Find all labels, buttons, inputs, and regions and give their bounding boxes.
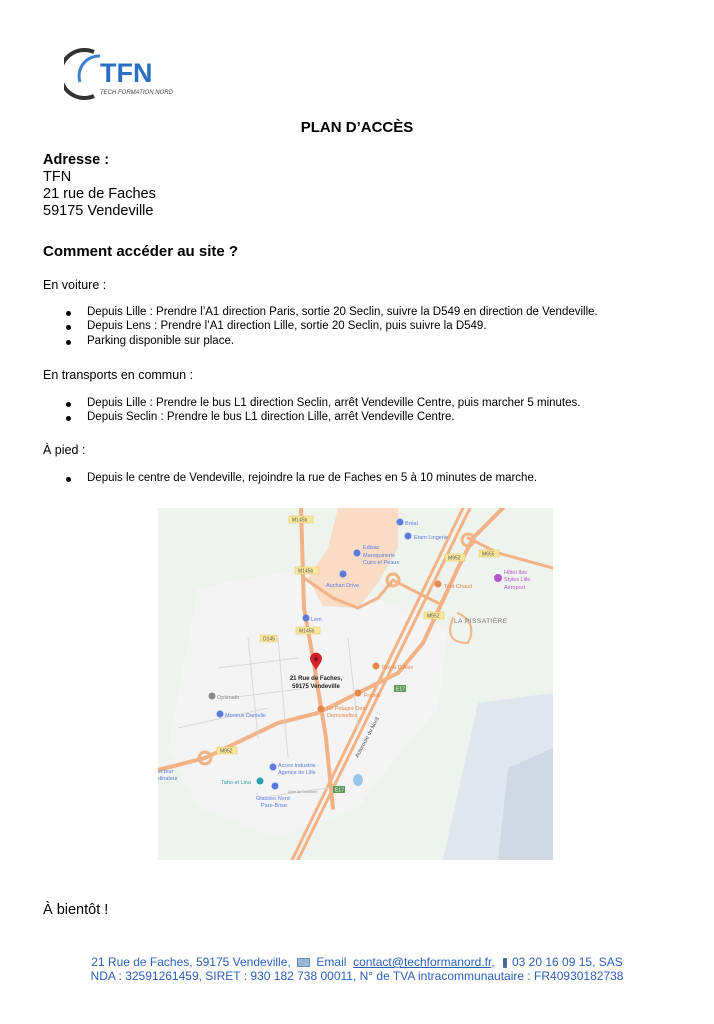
place-label: Demoiselles [327, 713, 357, 719]
bullet [66, 477, 71, 482]
list-item: Depuis Lens : Prendre l’A1 direction Lille, sortie 20 Seclin, puis suivre la D549. [87, 320, 487, 332]
bullet [66, 402, 71, 407]
list-item: Depuis Lille : Prendre le bus L1 direction Seclin, arrêt Vendeville Centre, puis marcher 5 minutes. [87, 397, 581, 409]
road-label: M952 [220, 748, 233, 755]
place-label: Maroquinerie [363, 553, 396, 559]
road-name: Autoroute du Nord [354, 716, 381, 759]
place-label: Royal D'Asie [382, 665, 414, 671]
place-label: Optimath [217, 695, 240, 701]
address-line: 59175 Vendeville [43, 203, 154, 219]
place-label: Aéroport [504, 585, 526, 591]
road-label: M952 [427, 613, 440, 620]
address-label: Adresse : [43, 152, 110, 168]
section-label-foot: À pied : [43, 443, 86, 457]
footer-phone: 03 20 16 09 15, SAS [512, 955, 623, 969]
list-item: Parking disponible sur place. [87, 335, 235, 347]
email-link[interactable]: contact@techformanord.fr [353, 955, 492, 969]
place-label: Tout Chaud [444, 584, 473, 590]
footer-address: 21 Rue de Faches, 59175 Vendeville, [91, 955, 291, 969]
place-label: Auchan Drive [326, 583, 360, 589]
email-icon [297, 958, 310, 967]
place-label: Lem [311, 617, 322, 623]
email-label: Email [316, 955, 347, 969]
place-label: Agence de Lille [278, 770, 316, 776]
address-line: 21 rue de Faches [43, 186, 156, 202]
place-label: dinateur [158, 776, 178, 782]
bullet [66, 325, 71, 330]
road-label: E17 [396, 686, 405, 693]
road-label: E17 [335, 787, 344, 794]
place-label: Bréal [405, 521, 418, 527]
road-label: M145b [292, 517, 308, 524]
place-label: Taho et Lina [221, 780, 251, 786]
location-map[interactable] [158, 508, 553, 860]
place-label: Styles Lille [504, 577, 531, 583]
section-label-transit: En transports en commun : [43, 368, 194, 382]
place-label: Le Potager Des [327, 706, 366, 712]
road-label: M145b [299, 628, 315, 635]
footer-line-1: 21 Rue de Faches, 59175 Vendeville, Email contact@techformanord.fr, 03 20 16 09 15, SAS [91, 955, 623, 969]
bullet [66, 340, 71, 345]
section-label-car: En voiture : [43, 278, 107, 292]
bullet [66, 416, 71, 421]
place-label: Morieux Danielle [225, 713, 266, 719]
list-item: Depuis Seclin : Prendre le bus L1 direction Lille, arrêt Vendeville Centre. [87, 411, 455, 423]
logo-text: TFN [100, 58, 153, 88]
place-label: ecteur [158, 769, 174, 775]
bullet [66, 311, 71, 316]
place-label: Fratelli [364, 693, 381, 699]
pin-label: 59175 Vendeville [292, 684, 340, 690]
logo-tagline: TECH FORMATION NORD [100, 90, 173, 96]
pin-label: 21 Rue de Faches, [289, 676, 343, 682]
place-label: Acces Industrie - [278, 763, 319, 769]
phone-icon [503, 958, 507, 968]
place-label: Edisac [363, 545, 380, 551]
list-item: Depuis le centre de Vendeville, rejoindre la rue de Faches en 5 à 10 minutes de marche. [87, 472, 538, 484]
list-item: Depuis Lille : Prendre l’A1 direction Paris, sortie 20 Seclin, suivre la D549 en direction de Vendeville. [87, 306, 598, 318]
address-line: TFN [43, 169, 72, 185]
area-label: Zone du Courtillon [288, 790, 317, 794]
place-label: Pare-Brise [261, 803, 287, 809]
area-label: LA PISSATIÈRE [454, 618, 508, 625]
place-label: Etam Lingerie [414, 535, 448, 541]
page-title: PLAN D’ACCÈS [300, 119, 414, 136]
tfn-logo [64, 46, 179, 101]
road-label: M145b [298, 568, 314, 575]
road-label: D145 [263, 636, 275, 643]
place-label: Cuirs et Peaux [363, 560, 400, 566]
access-heading: Comment accéder au site ? [43, 243, 239, 260]
footer-line-2: NDA : 32591261459, SIRET : 930 182 738 00011, N° de TVA intracommunautaire : FR40930182738 [90, 969, 624, 983]
place-label: Hôtel Ibis [504, 570, 527, 576]
place-label: Glasseo Nord [256, 796, 290, 802]
closing-text: À bientôt ! [43, 902, 109, 918]
road-label: M655 [482, 551, 495, 558]
road-label: M952 [448, 555, 461, 562]
